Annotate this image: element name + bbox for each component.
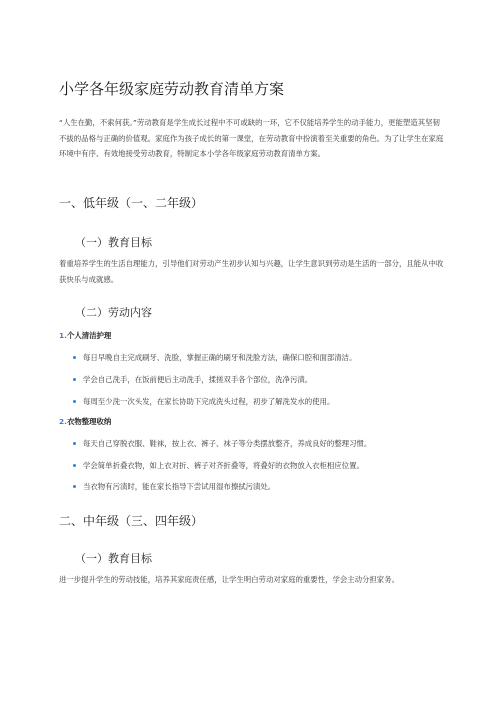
list-item-text: 每日早晚自主完成刷牙、洗脸，掌握正确的刷牙和洗脸方法，确保口腔和面部清洁。 [83, 353, 357, 362]
group1-heading [59, 330, 111, 341]
list-item-text: 每周至少洗一次头发，在家长协助下完成洗头过程，初步了解洗发水的使用。 [83, 397, 335, 406]
list-item [73, 460, 364, 471]
list-item [73, 374, 312, 385]
section2-goal-text: 进一步提升学生的劳动技能，培养其家庭责任感，让学生明白劳动对家庭的重要性，学会主动分担家务。 [59, 575, 399, 584]
bullet-dot-icon [73, 378, 76, 381]
document-title: 小学各年级家庭劳动教育清单方案 [59, 80, 285, 98]
list-item-text: 每天自己穿脱衣服、鞋袜，按上衣、裤子、袜子等分类摆放整齐，养成良好的整理习惯。 [83, 439, 372, 448]
bullet-dot-icon [73, 485, 76, 488]
group1-number: 1. [59, 331, 67, 340]
group2-heading [59, 416, 111, 427]
list-item [73, 481, 275, 492]
bullet-dot-icon [73, 464, 76, 467]
section2-heading: 二、中年级（三、四年级） [59, 514, 204, 528]
group1-label: 个人清洁护理 [66, 331, 112, 340]
group2-label: 衣物整理收纳 [66, 417, 112, 426]
bullet-dot-icon [73, 442, 76, 445]
section1-goal-heading: （一）教育目标 [75, 236, 152, 249]
list-item-text: 当衣物有污渍时，能在家长指导下尝试用湿布擦拭污渍处。 [83, 482, 276, 491]
list-item [73, 396, 334, 407]
list-item-text: 学会自己洗手，在饭前便后主动洗手，揉搓双手各个部位，洗净污渍。 [83, 375, 313, 384]
list-item [73, 438, 371, 449]
intro-paragraph: “人生在勤，不索何获。”劳动教育是学生成长过程中不可或缺的一环，它不仅能培养学生的动手能力，更能塑造其坚韧不拔的品格与正确的价值观。家庭作为孩子成长的第一课堂，在劳动教育中扮演着至关重要的角色。为了让学生在家庭环境中有序、有效地接受劳动教育，特制定本小学各年级家庭劳动教育清单方案。 [59, 118, 444, 159]
section1-content-heading: （二）劳动内容 [75, 306, 152, 319]
section1-goal-text: 着重培养学生的生活自理能力，引导他们对劳动产生初步认知与兴趣，让学生意识到劳动是生活的一部分，且能从中收获快乐与成就感。 [59, 259, 444, 284]
bullet-dot-icon [73, 400, 76, 403]
section2-goal-heading: （一）教育目标 [75, 552, 152, 565]
section1-heading: 一、低年级（一、二年级） [59, 196, 204, 210]
group2-number: 2. [59, 417, 67, 426]
list-item [73, 352, 356, 363]
list-item-text: 学会简单折叠衣物，如上衣对折、裤子对齐折叠等，将叠好的衣物放入衣柜相应位置。 [83, 461, 364, 470]
bullet-dot-icon [73, 356, 76, 359]
